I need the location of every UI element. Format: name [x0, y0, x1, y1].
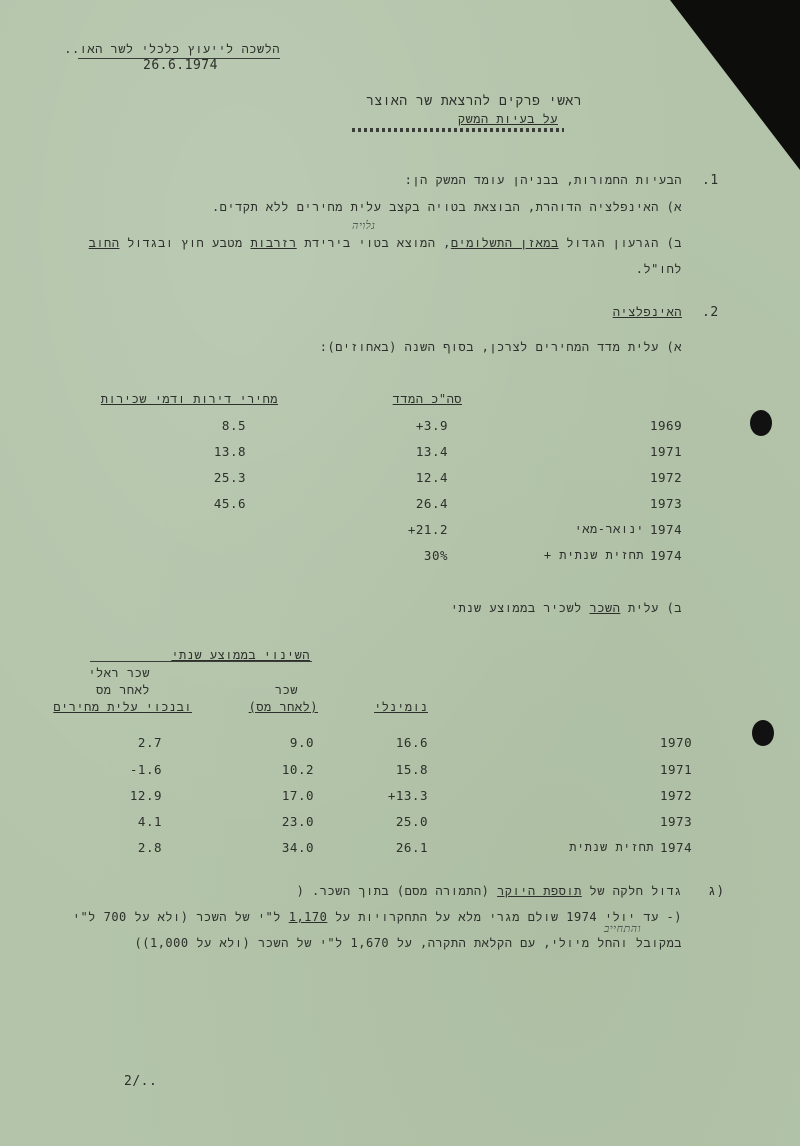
wage-group-rule: [90, 661, 312, 662]
s2-c-mark: ג): [708, 884, 725, 899]
handwritten-note: גלויה: [352, 219, 376, 232]
row-year: 1973: [650, 496, 683, 511]
row-prices: 25.3: [213, 470, 246, 485]
row-index: 26.4: [415, 496, 448, 511]
row-index: +3.9: [415, 418, 448, 433]
col-realnet-l3: ובנכוי עלית מחירים: [53, 700, 192, 714]
row-year: 1974: [650, 522, 683, 537]
row-index: +21.2: [407, 522, 448, 537]
s1-number: .1: [702, 173, 719, 188]
row-net: 17.0: [281, 788, 314, 803]
row-prices: 13.8: [213, 444, 246, 459]
row-year: 1973: [660, 814, 693, 829]
s2-c-line1: גדול חלקה של תוספת היוקר (התמורה מסם) בתוך השכר. (: [296, 884, 682, 898]
row-net: 23.0: [281, 814, 314, 829]
row-real: 12.9: [129, 788, 162, 803]
row-year: 1972: [660, 788, 693, 803]
row-label: תחזית שנתית: [569, 840, 654, 854]
s2-b-title: ב) עלית השכר לשכיר בממוצע שנתי: [450, 601, 682, 615]
row-nominal: +13.3: [387, 788, 428, 803]
header-date: 26.6.1974: [143, 58, 218, 73]
row-nominal: 15.8: [395, 762, 428, 777]
title-line1: ראשי פרקים להרצאת שר האוצר: [366, 94, 582, 109]
row-index: 13.4: [415, 444, 448, 459]
col-real-l2: (לאחר מס): [248, 700, 318, 714]
row-prices: 8.5: [221, 418, 246, 433]
row-net: 10.2: [281, 762, 314, 777]
s2-c-line2: (- עד יולי 1974 שולם מגרי מלא על התחקרויות על 1,170 ל"י של השכר (ולא על 700 ל"י: [72, 910, 682, 924]
row-year: 1971: [650, 444, 683, 459]
col-header-prices: מחירי דירות ודמי שכירות: [100, 392, 278, 406]
row-real: 4.1: [137, 814, 162, 829]
handwritten-note: והתחייב: [604, 922, 642, 935]
row-year: 1974: [660, 840, 693, 855]
col-real-l1: שכר: [274, 683, 298, 697]
row-label: ינואר-מאי: [574, 522, 644, 536]
row-net: 34.0: [281, 840, 314, 855]
row-year: 1971: [660, 762, 693, 777]
row-prices: 45.6: [213, 496, 246, 511]
row-nominal: 25.0: [395, 814, 428, 829]
s1-item-b-cont: לחו"ל.: [635, 262, 682, 276]
header-org: הלשכה לייעוץ כלכלי לשר האו..: [64, 42, 280, 56]
title-underline: [352, 128, 564, 132]
s2-a-title: א) עלית מדד המחירים לצרכן, בסוף השנה (באחוזים):: [319, 340, 682, 354]
row-index: 12.4: [415, 470, 448, 485]
title-line2: על בעיות המשק: [457, 112, 558, 126]
s2-number: .2: [702, 305, 719, 320]
row-year: 1969: [650, 418, 683, 433]
page-number: 2/..: [124, 1074, 158, 1089]
s1-heading: הבעיות החמורות, בבניהן עומד המשק הן:: [404, 173, 682, 187]
col-nominal: נומינלי: [374, 700, 428, 714]
s1-item-a: א) האינפלציה הדוהרת, הבוצאת בטויה בקצב עלית מחירים ללא תקדים.: [211, 200, 682, 214]
punch-hole: [750, 410, 772, 436]
row-real: 2.7: [137, 735, 162, 750]
s2-c-line3: במקובל והחל מיולי, עם הקלאת התקרה, על 1,670 ל"י של השכר (ולא על 1,000)): [134, 936, 682, 950]
row-index: 30%: [423, 548, 448, 563]
row-year: 1970: [660, 735, 693, 750]
torn-corner: [670, 0, 800, 170]
row-real: 2.8: [137, 840, 162, 855]
row-nominal: 26.1: [395, 840, 428, 855]
col-realnet-l1: שכר ראלי: [88, 666, 150, 680]
row-nominal: 16.6: [395, 735, 428, 750]
row-year: 1972: [650, 470, 683, 485]
s2-heading: האינפלציה: [612, 305, 682, 319]
row-real: -1.6: [129, 762, 162, 777]
col-header-index: סה"כ המדד: [392, 392, 462, 406]
row-net: 9.0: [289, 735, 314, 750]
punch-hole: [752, 720, 774, 746]
col-realnet-l2: לאחר מס: [96, 683, 150, 697]
wage-group-header: השינוי בממוצע שנתי: [171, 648, 310, 662]
row-label: תחזית שנתית +: [543, 548, 644, 562]
s1-item-b: ב) הגרעון הגדול במאזן התשלומים, המוצא בטוי בירידת רזרבות מטבע חוץ ובגדול החוב: [88, 236, 682, 250]
row-year: 1974: [650, 548, 683, 563]
